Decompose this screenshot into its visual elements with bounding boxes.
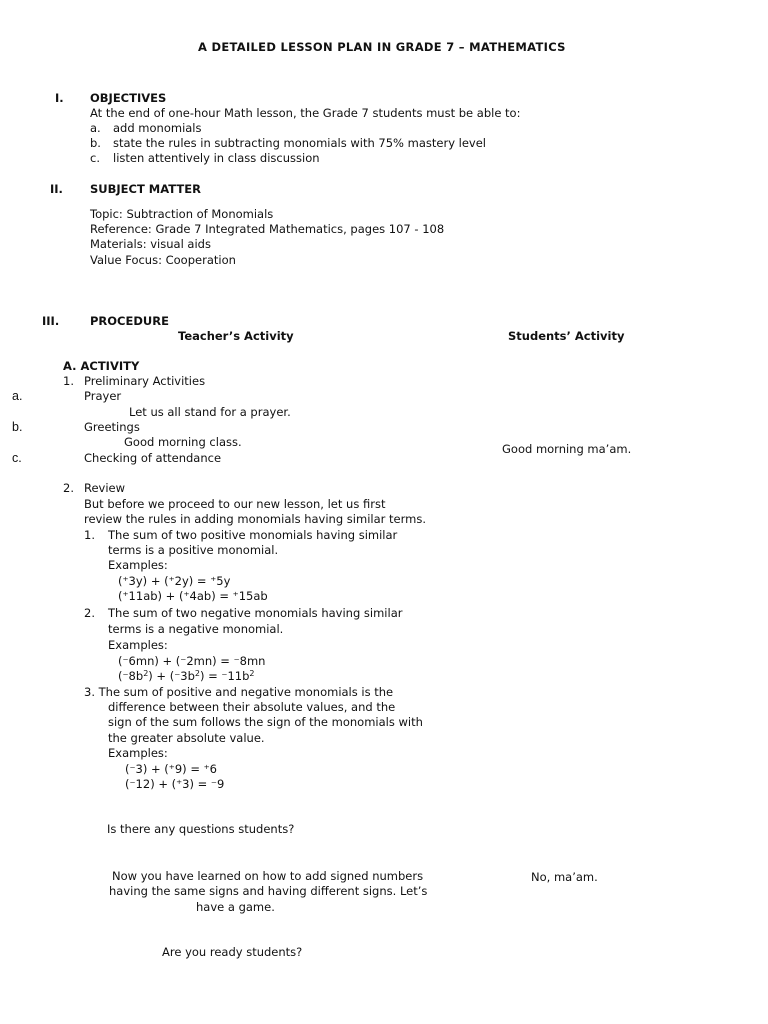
- example-equation: (⁻3) + (⁺9) = ⁺6: [125, 762, 217, 776]
- review-label: Review: [84, 481, 126, 495]
- rule-number: 1.: [84, 528, 95, 542]
- teacher-activity-column-heading: Teacher’s Activity: [178, 329, 294, 343]
- objective-text: state the rules in subtracting monomials with 75% mastery level: [113, 136, 487, 150]
- students-activity-column-heading: Students’ Activity: [508, 329, 625, 343]
- preliminary-activities: Preliminary Activities: [84, 374, 206, 388]
- attendance-label: Checking of attendance: [84, 451, 222, 465]
- subject-materials: Materials: visual aids: [90, 237, 211, 251]
- prayer-line: Let us all stand for a prayer.: [129, 405, 291, 419]
- activity-heading: A. ACTIVITY: [63, 359, 140, 373]
- rule-text: the greater absolute value.: [108, 731, 265, 745]
- review-intro: review the rules in adding monomials having similar terms.: [84, 512, 426, 526]
- objective-letter: c.: [90, 151, 100, 165]
- teacher-ready-question: Are you ready students?: [162, 945, 303, 959]
- section-heading-objectives: OBJECTIVES: [90, 91, 167, 105]
- section-number-procedure: III.: [42, 314, 60, 328]
- objectives-intro: At the end of one-hour Math lesson, the Grade 7 students must be able to:: [90, 106, 521, 120]
- list-number: 2.: [63, 481, 74, 495]
- teacher-game-intro: have a game.: [196, 900, 275, 914]
- list-number: 1.: [63, 374, 74, 388]
- section-number-objectives: I.: [55, 91, 64, 105]
- objective-text: add monomials: [113, 121, 202, 135]
- rule-text: difference between their absolute values, and the: [108, 700, 396, 714]
- subject-reference: Reference: Grade 7 Integrated Mathematics, pages 107 - 108: [90, 222, 445, 236]
- rule-number: 2.: [84, 606, 95, 620]
- example-equation: $(^-8b^2) + (^-3b^2) = ^-11b^2$: [118, 669, 255, 683]
- prayer-label: Prayer: [84, 389, 122, 403]
- document-title: A DETAILED LESSON PLAN IN GRADE 7 – MATHEMATICS: [198, 40, 566, 54]
- list-letter: a.: [12, 389, 23, 403]
- rule-text: sign of the sum follows the sign of the monomials with: [108, 715, 423, 729]
- rule-text: The sum of two positive monomials having similar: [108, 528, 398, 542]
- rule-text: terms is a negative monomial.: [108, 622, 284, 636]
- section-number-subject-matter: II.: [50, 182, 63, 196]
- objective-text: listen attentively in class discussion: [113, 151, 320, 165]
- teacher-game-intro: having the same signs and having different signs. Let’s: [109, 884, 428, 898]
- greeting-line: Good morning class.: [124, 435, 242, 449]
- teacher-game-intro: Now you have learned on how to add signed numbers: [112, 869, 424, 883]
- rule-text: 3. The sum of positive and negative monomials is the: [84, 685, 394, 699]
- objective-letter: b.: [90, 136, 101, 150]
- examples-label: Examples:: [108, 746, 168, 760]
- section-heading-procedure: PROCEDURE: [90, 314, 169, 328]
- subject-value-focus: Value Focus: Cooperation: [90, 253, 236, 267]
- example-equation: (⁻12) + (⁺3) = ⁻9: [125, 777, 225, 791]
- list-letter: b.: [12, 420, 23, 434]
- rule-text: terms is a positive monomial.: [108, 543, 279, 557]
- subject-topic: Topic: Subtraction of Monomials: [90, 207, 274, 221]
- greetings-label: Greetings: [84, 420, 140, 434]
- example-equation: (⁻6mn) + (⁻2mn) = ⁻8mn: [118, 654, 266, 668]
- examples-label: Examples:: [108, 638, 168, 652]
- list-letter: c.: [12, 451, 22, 465]
- examples-label: Examples:: [108, 558, 168, 572]
- objective-letter: a.: [90, 121, 101, 135]
- teacher-question: Is there any questions students?: [107, 822, 295, 836]
- review-intro: But before we proceed to our new lesson, let us first: [84, 497, 386, 511]
- example-equation: (⁺11ab) + (⁺4ab) = ⁺15ab: [118, 589, 268, 603]
- student-greeting-response: Good morning ma’am.: [502, 442, 632, 456]
- student-no-response: No, ma’am.: [531, 870, 598, 884]
- rule-text: The sum of two negative monomials having similar: [108, 606, 403, 620]
- example-equation: (⁺3y) + (⁺2y) = ⁺5y: [118, 574, 231, 588]
- section-heading-subject-matter: SUBJECT MATTER: [90, 182, 201, 196]
